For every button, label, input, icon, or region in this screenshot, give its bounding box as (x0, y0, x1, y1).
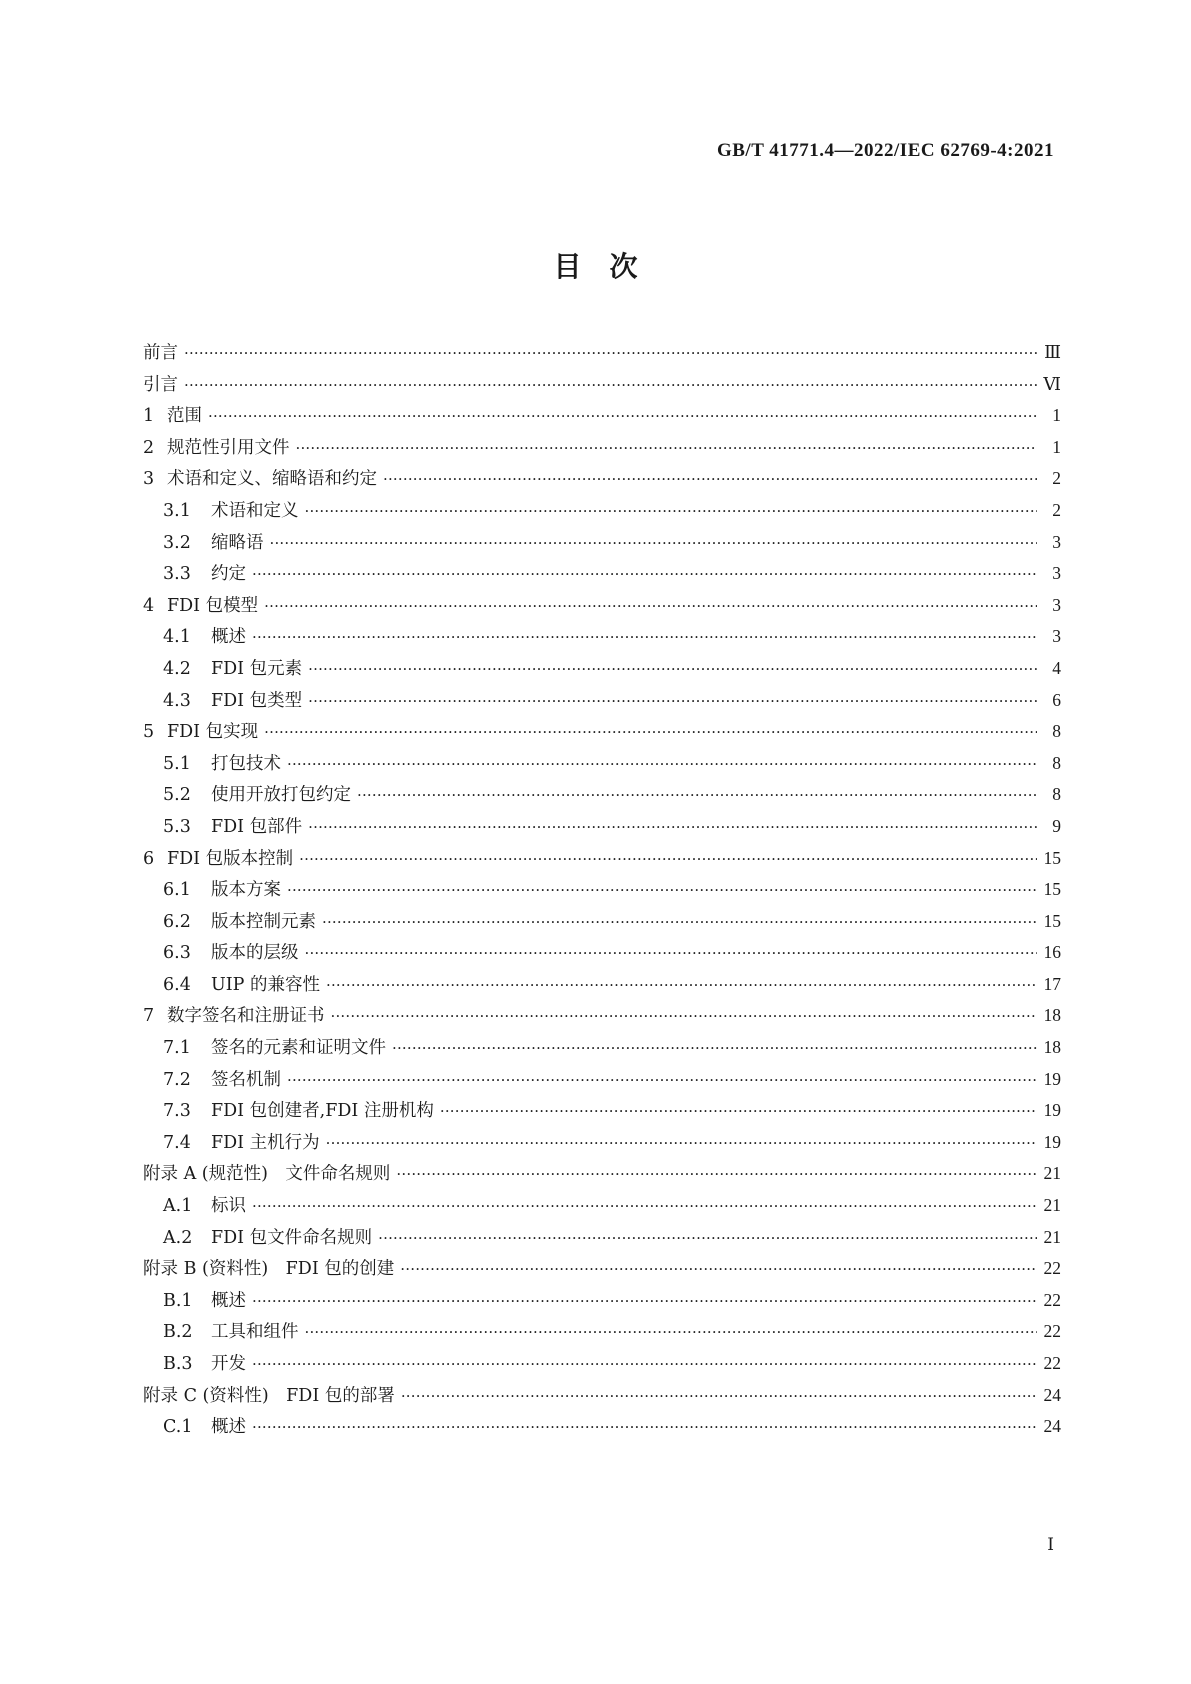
dot-leader (305, 500, 1038, 522)
toc-entry-number: 7 (143, 1006, 155, 1027)
dot-leader (184, 374, 1037, 396)
toc-entry-label: 使用开放打包约定 (211, 785, 351, 806)
dot-leader (287, 879, 1037, 901)
toc-entry-page: 21 (1043, 1226, 1061, 1247)
toc-entry-page: 2 (1052, 468, 1061, 489)
toc-entry-label: FDI 包实现 (167, 722, 259, 743)
toc-entry-number: A.1 (163, 1196, 193, 1217)
toc-entry-page: 15 (1043, 879, 1061, 900)
toc-entry-label: FDI 包元素 (211, 658, 303, 679)
toc-entry[interactable] (143, 1415, 1061, 1447)
standard-code: GB/T 41771.4—2022/IEC 62769-4:2021 (716, 140, 1054, 161)
dot-leader (252, 563, 1037, 585)
toc-entry[interactable] (143, 847, 1061, 879)
toc-entry[interactable] (143, 783, 1061, 815)
toc-entry-label: 引言 (143, 374, 178, 395)
toc-entry-number: B.3 (163, 1354, 193, 1374)
toc-entry-page: 15 (1043, 847, 1061, 868)
toc-entry-label: 概述 (211, 627, 246, 648)
toc-entry-page: 1 (1052, 436, 1061, 457)
toc-entry-number: 6 (143, 848, 155, 869)
dot-leader (208, 405, 1037, 427)
dot-leader (326, 1132, 1037, 1154)
toc-entry-page: 24 (1043, 1416, 1061, 1437)
table-of-contents (143, 341, 1061, 1447)
toc-entry-number: 6.2 (163, 911, 191, 932)
toc-entry[interactable] (143, 1194, 1061, 1226)
toc-entry-number: 3.3 (163, 564, 191, 585)
toc-entry-label: 术语和定义 (211, 500, 299, 521)
dot-leader (264, 721, 1037, 743)
toc-entry-page: 19 (1043, 1068, 1061, 1089)
dot-leader (308, 690, 1037, 712)
toc-entry-number: 3.2 (163, 532, 191, 553)
dot-leader (401, 1385, 1037, 1407)
toc-entry[interactable] (143, 910, 1061, 942)
toc-entry[interactable] (143, 404, 1061, 436)
toc-entry-label: FDI 包部件 (211, 816, 303, 837)
toc-entry-number: 2 (143, 437, 155, 458)
toc-entry-label: 打包技术 (211, 753, 281, 774)
toc-entry-number: 6.3 (163, 943, 191, 964)
toc-entry-label: 附录 B (资料性) FDI 包的创建 (143, 1259, 395, 1280)
toc-entry[interactable] (143, 625, 1061, 657)
toc-entry-page: 8 (1052, 721, 1061, 742)
dot-leader (270, 532, 1038, 554)
toc-entry-label: 规范性引用文件 (167, 437, 290, 458)
toc-entry-label: 概述 (211, 1290, 246, 1311)
toc-entry-page: 22 (1043, 1321, 1061, 1342)
toc-entry-label: 签名的元素和证明文件 (211, 1038, 386, 1059)
toc-entry[interactable] (143, 1289, 1061, 1321)
toc-entry[interactable] (143, 436, 1061, 468)
dot-leader (305, 1321, 1038, 1343)
toc-title: 目 次 (553, 250, 638, 283)
dot-leader (326, 974, 1037, 996)
toc-entry[interactable] (143, 1099, 1061, 1131)
toc-entry-page: 18 (1043, 1037, 1061, 1058)
toc-entry-label: FDI 包文件命名规则 (211, 1227, 373, 1248)
toc-entry-page: 22 (1043, 1353, 1061, 1373)
toc-entry-number: 7.1 (163, 1038, 191, 1059)
toc-entry-label: FDI 包版本控制 (167, 848, 294, 869)
toc-entry[interactable] (143, 1004, 1061, 1036)
toc-entry-page: 19 (1043, 1100, 1061, 1121)
toc-entry-number: A.2 (163, 1227, 193, 1248)
toc-entry-page: 19 (1043, 1131, 1061, 1152)
toc-entry-number: 4.2 (163, 658, 191, 679)
toc-entry[interactable] (143, 1226, 1061, 1258)
toc-entry-label: 签名机制 (211, 1069, 281, 1090)
toc-entry[interactable] (143, 531, 1061, 563)
toc-entry-number: 3 (143, 469, 155, 490)
toc-entry[interactable] (143, 657, 1061, 689)
toc-entry-label: 术语和定义、缩略语和约定 (167, 469, 377, 490)
dot-leader (396, 1163, 1037, 1185)
toc-entry-number: B.1 (163, 1290, 193, 1311)
toc-entry-page: 21 (1043, 1195, 1061, 1216)
toc-entry-page: 17 (1043, 973, 1061, 994)
toc-entry[interactable] (143, 1036, 1061, 1068)
dot-leader (287, 753, 1037, 775)
toc-entry-page: 2 (1052, 499, 1061, 520)
toc-entry[interactable] (143, 562, 1061, 594)
toc-entry[interactable] (143, 1352, 1061, 1384)
toc-entry[interactable] (143, 467, 1061, 499)
toc-entry-page: 3 (1052, 531, 1061, 552)
toc-entry-page: 21 (1043, 1163, 1061, 1184)
toc-entry-page: 9 (1052, 815, 1061, 836)
toc-entry-number: B.2 (163, 1322, 193, 1343)
dot-leader (383, 468, 1037, 490)
toc-entry-label: FDI 主机行为 (211, 1132, 320, 1153)
toc-entry-page: 24 (1043, 1384, 1061, 1405)
toc-entry-label: FDI 包类型 (211, 690, 303, 711)
toc-entry-page: 6 (1052, 689, 1061, 710)
dot-leader (252, 626, 1037, 648)
toc-entry-number: 5.1 (163, 753, 191, 774)
dot-leader (252, 1290, 1037, 1312)
dot-leader (308, 816, 1037, 838)
dot-leader (299, 848, 1037, 870)
toc-entry-page: 22 (1043, 1289, 1061, 1310)
page-number: Ⅰ (1047, 1535, 1054, 1554)
toc-entry-label: 工具和组件 (211, 1322, 299, 1343)
toc-entry[interactable] (143, 1384, 1061, 1416)
toc-entry-number: 4.3 (163, 690, 191, 711)
toc-entry[interactable] (143, 341, 1061, 373)
toc-entry-page: Ⅵ (1043, 373, 1061, 394)
dot-leader (378, 1227, 1037, 1249)
toc-entry-page: 22 (1043, 1258, 1061, 1279)
toc-entry-page: 8 (1052, 784, 1061, 805)
toc-entry-label: 版本控制元素 (211, 911, 316, 932)
toc-entry-number: 7.4 (163, 1132, 191, 1153)
dot-leader (440, 1100, 1037, 1122)
toc-entry-label: UIP 的兼容性 (211, 974, 320, 995)
toc-entry[interactable] (143, 1162, 1061, 1194)
dot-leader (287, 1069, 1037, 1091)
toc-entry-page: 15 (1043, 910, 1061, 931)
toc-entry-label: 缩略语 (211, 532, 264, 553)
toc-entry-number: 5.3 (163, 816, 191, 837)
toc-entry-page: 16 (1043, 942, 1061, 963)
toc-entry-label: 范围 (167, 406, 202, 427)
toc-entry[interactable] (143, 689, 1061, 721)
toc-entry[interactable] (143, 1068, 1061, 1100)
toc-entry-page: 3 (1052, 626, 1061, 647)
toc-entry-page: 3 (1052, 563, 1061, 584)
toc-entry[interactable] (143, 973, 1061, 1005)
toc-entry[interactable] (143, 1257, 1061, 1289)
toc-entry-number: 1 (143, 406, 155, 427)
toc-entry-number: 6.4 (163, 974, 191, 995)
toc-entry-label: FDI 包创建者,FDI 注册机构 (211, 1101, 434, 1122)
toc-entry[interactable] (143, 499, 1061, 531)
dot-leader (252, 1195, 1037, 1217)
toc-entry-number: 7.3 (163, 1101, 191, 1122)
toc-entry-page: 4 (1052, 657, 1061, 678)
toc-entry-label: 附录 A (规范性) 文件命名规则 (143, 1164, 391, 1185)
dot-leader (357, 784, 1037, 806)
toc-entry-label: 版本方案 (211, 880, 281, 901)
toc-entry-number: 6.1 (163, 880, 191, 901)
toc-entry-label: 附录 C (资料性) FDI 包的部署 (143, 1385, 395, 1406)
toc-entry-page: 3 (1052, 594, 1061, 615)
toc-entry-label: 版本的层级 (211, 943, 299, 964)
toc-entry-page: 1 (1052, 405, 1061, 426)
toc-entry[interactable] (143, 594, 1061, 626)
dot-leader (308, 658, 1037, 680)
dot-leader (392, 1037, 1037, 1059)
toc-entry-page: Ⅲ (1044, 342, 1061, 362)
toc-entry-number: 4 (143, 595, 155, 616)
toc-entry-number: 3.1 (163, 500, 191, 521)
toc-entry[interactable] (143, 720, 1061, 752)
toc-entry[interactable] (143, 815, 1061, 847)
toc-entry-label: 约定 (211, 564, 246, 585)
toc-entry-page: 8 (1052, 752, 1061, 773)
dot-leader (264, 595, 1037, 617)
toc-entry[interactable] (143, 878, 1061, 910)
dot-leader (322, 911, 1037, 933)
toc-entry-number: 4.1 (163, 627, 191, 648)
dot-leader (184, 342, 1037, 364)
toc-entry[interactable] (143, 941, 1061, 973)
toc-entry-label: FDI 包模型 (167, 595, 259, 616)
toc-entry[interactable] (143, 1131, 1061, 1163)
toc-entry-label: 开发 (211, 1354, 246, 1374)
toc-entry-number: 5 (143, 722, 155, 743)
toc-entry[interactable] (143, 373, 1061, 405)
toc-entry-label: 标识 (211, 1196, 246, 1217)
dot-leader (331, 1005, 1038, 1027)
dot-leader (305, 942, 1038, 964)
dot-leader (400, 1258, 1037, 1280)
toc-entry-label: 前言 (143, 343, 178, 363)
toc-entry-number: C.1 (163, 1417, 193, 1438)
toc-entry-number: 7.2 (163, 1069, 191, 1090)
toc-entry-label: 数字签名和注册证书 (167, 1006, 325, 1027)
dot-leader (252, 1416, 1037, 1438)
toc-entry-label: 概述 (211, 1417, 246, 1438)
dot-leader (296, 437, 1038, 459)
toc-entry-number: 5.2 (163, 785, 191, 806)
toc-entry-page: 18 (1043, 1005, 1061, 1026)
toc-entry[interactable] (143, 752, 1061, 784)
toc-entry[interactable] (143, 1320, 1061, 1352)
dot-leader (252, 1353, 1037, 1375)
